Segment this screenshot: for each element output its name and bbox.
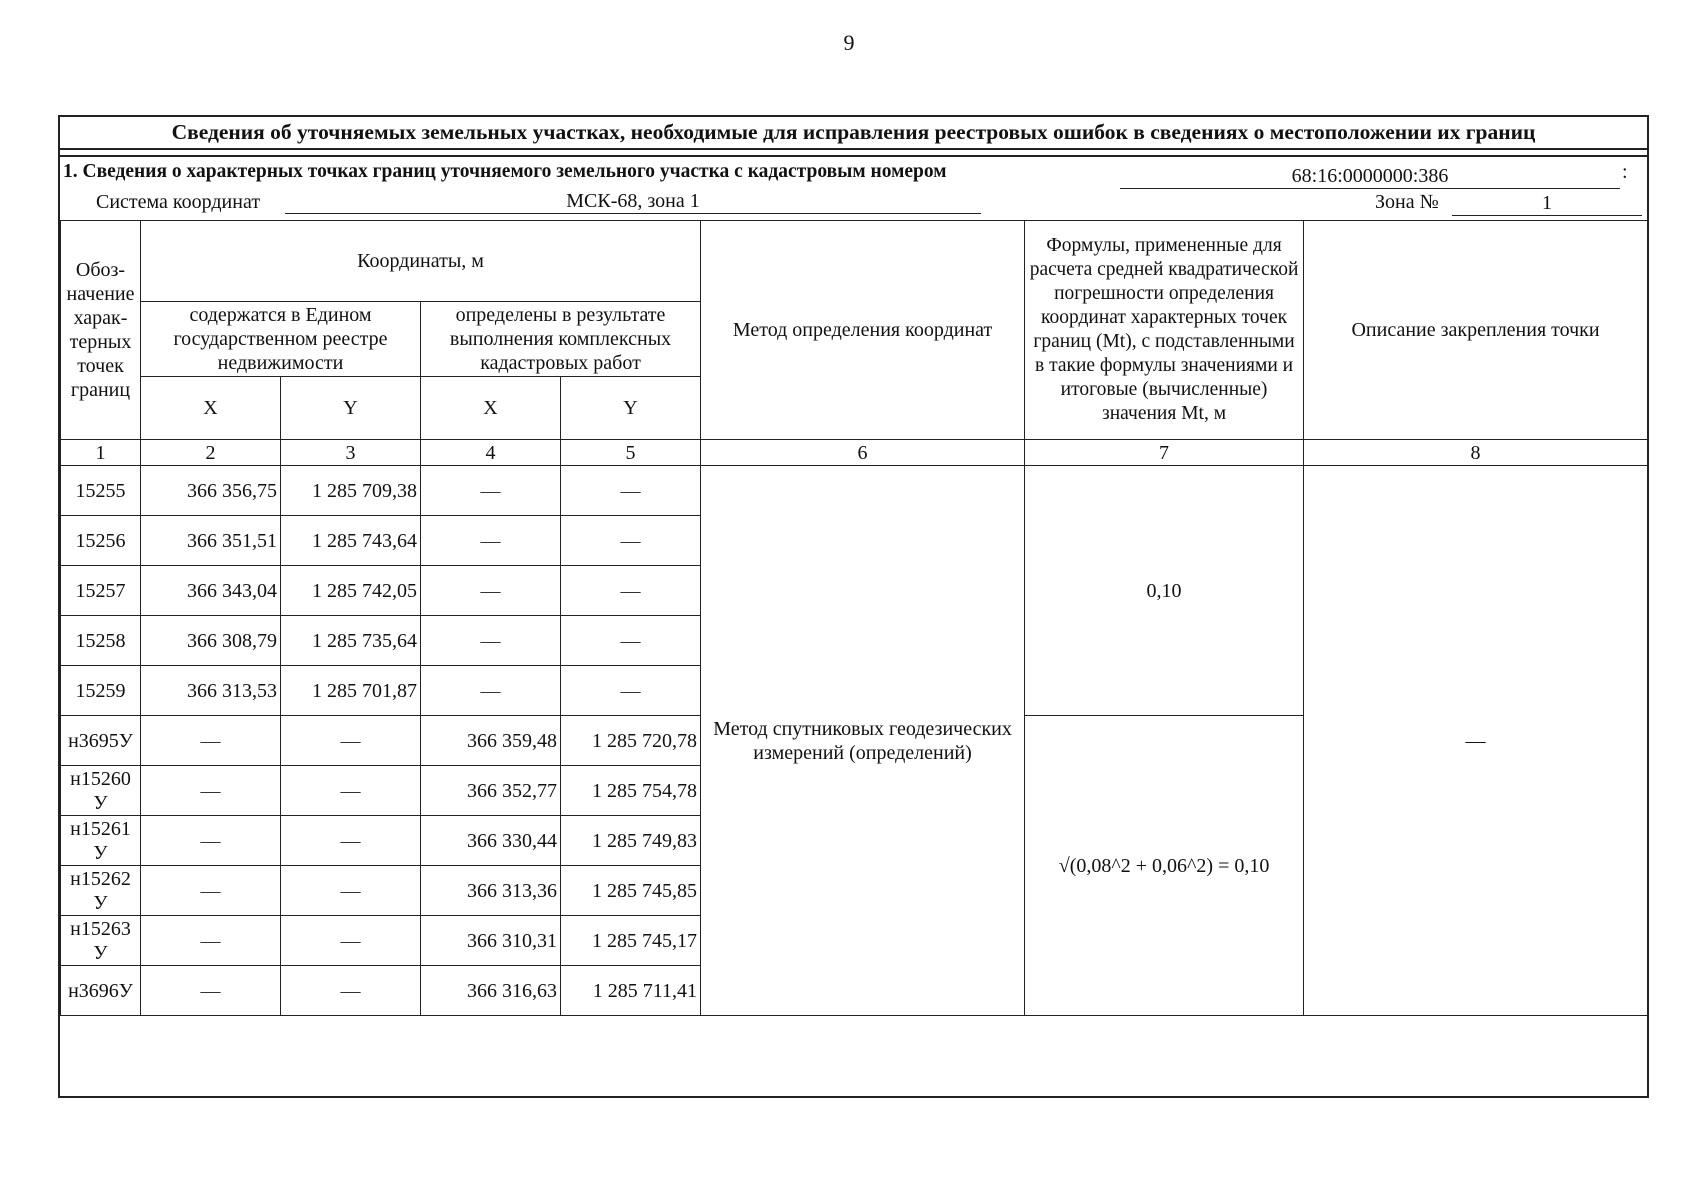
y-egrn-cell: 1 285 709,38 — [281, 466, 421, 516]
y-egrn-cell: — — [281, 866, 421, 916]
crs-value: МСК-68, зона 1 — [285, 189, 981, 214]
x-egrn-cell: — — [141, 716, 281, 766]
mt-formula-cell: √(0,08^2 + 0,06^2) = 0,10 — [1025, 716, 1304, 1016]
point-id: н15260 У — [61, 766, 141, 816]
header-complex-works: определены в результате выполнения комплексных кадастровых работ — [421, 302, 701, 377]
x-new-cell: — — [421, 566, 561, 616]
point-id: 15257 — [61, 566, 141, 616]
y-new-cell: — — [561, 466, 701, 516]
x-egrn-cell: 366 313,53 — [141, 666, 281, 716]
x-new-cell: 366 359,48 — [421, 716, 561, 766]
header-method: Метод определения координат — [701, 221, 1025, 440]
point-id: 15259 — [61, 666, 141, 716]
document-title: Сведения об уточняемых земельных участках, необходимые для исправления реестровых ошибок в сведениях о местоположении их границ — [60, 117, 1647, 150]
point-id: н15261 У — [61, 816, 141, 866]
header-row-1 — [61, 221, 1648, 302]
y-egrn-cell: — — [281, 916, 421, 966]
y-new-cell: 1 285 745,17 — [561, 916, 701, 966]
point-id: н15262 У — [61, 866, 141, 916]
y-new-cell: 1 285 720,78 — [561, 716, 701, 766]
header-formulas: Формулы, примененные для расчета средней квадратической погрешности определения координат характерных точек границ (Mt), с подставленными в такие формулы значениями и итоговые (вычисленные) значения Mt, м — [1025, 221, 1304, 440]
y-egrn-cell: 1 285 701,87 — [281, 666, 421, 716]
header-x-egrn: X — [141, 377, 281, 440]
point-id: н3695У — [61, 716, 141, 766]
column-number: 4 — [421, 440, 561, 466]
column-number: 6 — [701, 440, 1025, 466]
x-egrn-cell: — — [141, 916, 281, 966]
y-new-cell: — — [561, 566, 701, 616]
x-egrn-cell: — — [141, 866, 281, 916]
header-egrn: содержатся в Едином государственном реестре недвижимости — [141, 302, 421, 377]
document-frame — [58, 115, 1649, 1098]
column-number: 7 — [1025, 440, 1304, 466]
coordinates-table — [60, 220, 1648, 1016]
table-row — [61, 466, 1648, 516]
column-number: 1 — [61, 440, 141, 466]
section-header — [60, 155, 1647, 220]
zone-value: 1 — [1452, 191, 1642, 216]
point-id: 15258 — [61, 616, 141, 666]
x-egrn-cell: — — [141, 766, 281, 816]
x-egrn-cell: 366 351,51 — [141, 516, 281, 566]
x-new-cell: 366 310,31 — [421, 916, 561, 966]
column-number: 3 — [281, 440, 421, 466]
x-new-cell: — — [421, 466, 561, 516]
x-new-cell: — — [421, 616, 561, 666]
column-number: 2 — [141, 440, 281, 466]
x-new-cell: 366 352,77 — [421, 766, 561, 816]
point-id: 15256 — [61, 516, 141, 566]
cadastral-colon: : — [1622, 161, 1628, 183]
y-new-cell: — — [561, 666, 701, 716]
y-new-cell: 1 285 754,78 — [561, 766, 701, 816]
x-new-cell: 366 316,63 — [421, 966, 561, 1016]
y-egrn-cell: — — [281, 766, 421, 816]
fixing-cell: — — [1304, 466, 1648, 1016]
header-fixing: Описание закрепления точки — [1304, 221, 1648, 440]
y-egrn-cell: — — [281, 716, 421, 766]
header-coordinates: Координаты, м — [141, 221, 701, 302]
x-new-cell: 366 330,44 — [421, 816, 561, 866]
y-egrn-cell: 1 285 743,64 — [281, 516, 421, 566]
x-egrn-cell: — — [141, 816, 281, 866]
mt-existing-cell: 0,10 — [1025, 466, 1304, 716]
zone-label: Зона № — [1375, 191, 1439, 213]
x-new-cell: 366 313,36 — [421, 866, 561, 916]
point-id: н15263 У — [61, 916, 141, 966]
y-egrn-cell: 1 285 742,05 — [281, 566, 421, 616]
section-heading: 1. Сведения о характерных точках границ уточняемого земельного участка с кадастровым номером — [63, 161, 947, 182]
cadastral-number: 68:16:0000000:386 — [1120, 164, 1620, 189]
y-egrn-cell: 1 285 735,64 — [281, 616, 421, 666]
header-point-designation: Обоз-начение харак-терных точек границ — [61, 221, 141, 440]
x-egrn-cell: — — [141, 966, 281, 1016]
y-new-cell: 1 285 711,41 — [561, 966, 701, 1016]
x-egrn-cell: 366 308,79 — [141, 616, 281, 666]
y-egrn-cell: — — [281, 816, 421, 866]
y-egrn-cell: — — [281, 966, 421, 1016]
x-egrn-cell: 366 356,75 — [141, 466, 281, 516]
page-number: 9 — [843, 30, 855, 55]
header-y-new: Y — [561, 377, 701, 440]
column-number: 5 — [561, 440, 701, 466]
method-cell: Метод спутниковых геодезических измерений (определений) — [701, 466, 1025, 1016]
column-number-row — [61, 440, 1648, 466]
point-id: н3696У — [61, 966, 141, 1016]
header-x-new: X — [421, 377, 561, 440]
header-y-egrn: Y — [281, 377, 421, 440]
y-new-cell: — — [561, 516, 701, 566]
crs-label: Система координат — [96, 191, 261, 213]
y-new-cell: 1 285 745,85 — [561, 866, 701, 916]
x-egrn-cell: 366 343,04 — [141, 566, 281, 616]
y-new-cell: 1 285 749,83 — [561, 816, 701, 866]
column-number: 8 — [1304, 440, 1648, 466]
point-id: 15255 — [61, 466, 141, 516]
x-new-cell: — — [421, 516, 561, 566]
x-new-cell: — — [421, 666, 561, 716]
y-new-cell: — — [561, 616, 701, 666]
